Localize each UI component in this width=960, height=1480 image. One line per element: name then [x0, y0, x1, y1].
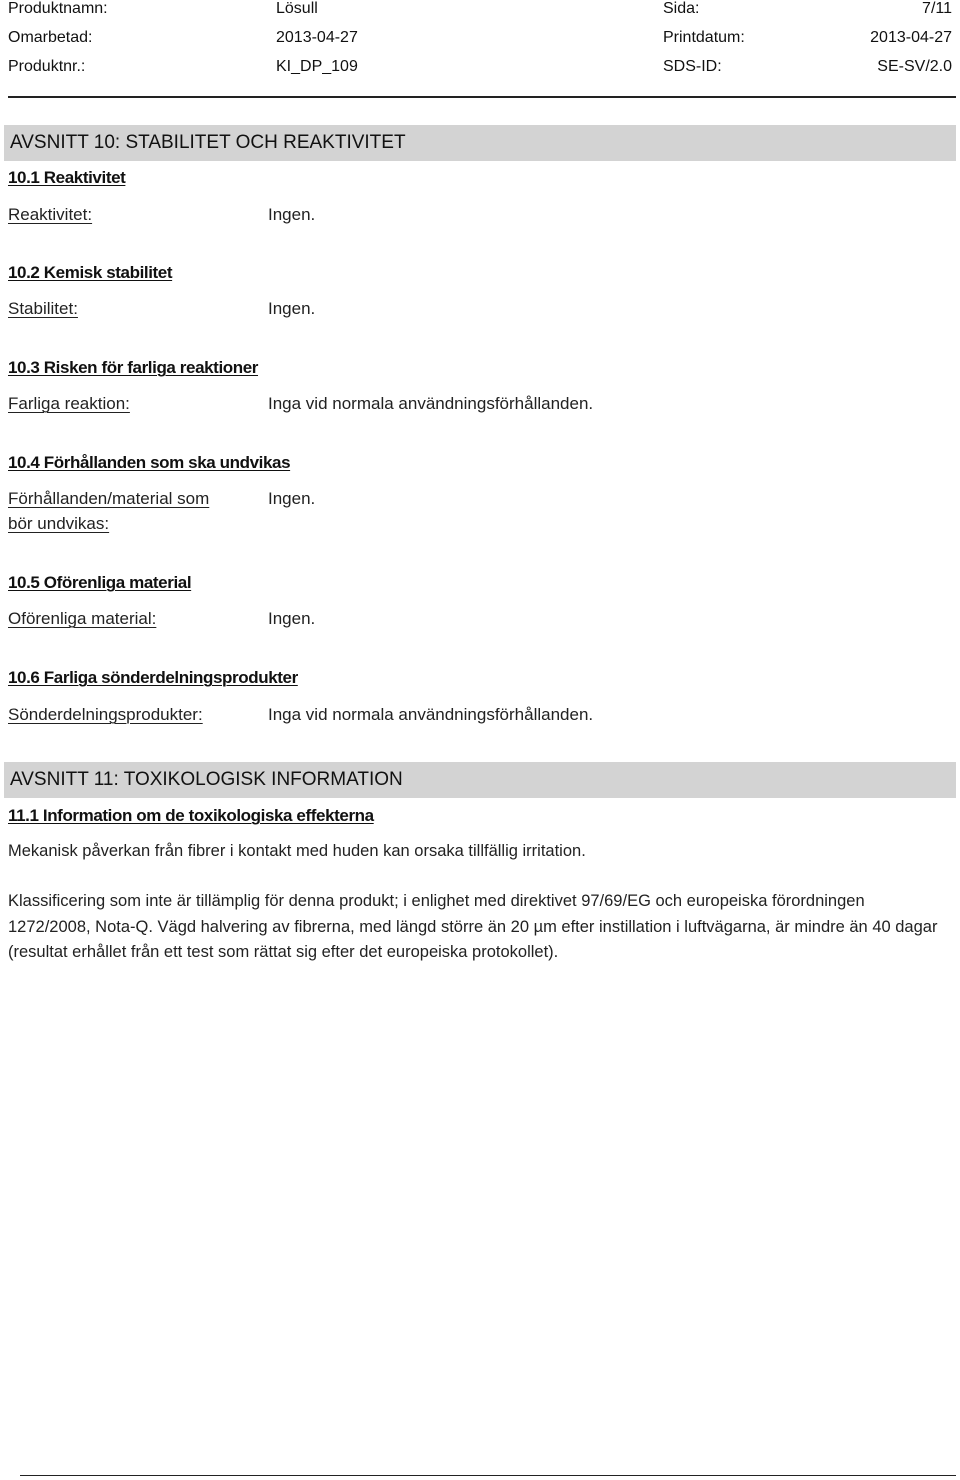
- decomposition-products-label: Sönderdelningsprodukter:: [8, 705, 203, 724]
- stability-value: Ingen.: [268, 299, 316, 318]
- conditions-to-avoid-label-line2: bör undvikas:: [8, 514, 110, 533]
- header-label: SDS-ID:: [663, 58, 722, 75]
- subsection-10-3-heading: 10.3 Risken för farliga reaktioner: [8, 358, 259, 377]
- hazardous-reaction-value: Inga vid normala användningsförhållanden.: [268, 394, 594, 413]
- header-label: Produktnr.:: [8, 58, 86, 75]
- subsection-10-4-heading: 10.4 Förhållanden som ska undvikas: [8, 453, 291, 472]
- header-label: Omarbetad:: [8, 29, 93, 46]
- footer-divider: [20, 1475, 956, 1476]
- stability-label: Stabilitet:: [8, 299, 78, 318]
- header-value: 2013-04-27: [870, 29, 952, 46]
- reactivity-value: Ingen.: [268, 205, 316, 224]
- incompatible-materials-label: Oförenliga material:: [8, 609, 157, 628]
- subsection-10-5-heading: 10.5 Oförenliga material: [8, 573, 192, 592]
- toxicology-paragraph-2: Klassificering som inte är tillämplig för denna produkt; i enlighet med direktivet 97/69/EG och europeiska förordningen 1272/2008, Nota-Q. Vägd halvering av fibrerna, med längd större än 20 µm efter instillation i luftvägarna, är mindre än 40 dagar (resultat erhållet från ett test som rättat sig efter det europeiska protokollet).: [8, 892, 938, 961]
- header-row-product-number: [8, 58, 952, 80]
- header-label: Sida:: [663, 0, 700, 17]
- header-label: Printdatum:: [663, 29, 745, 46]
- header-row-product-name: [8, 0, 952, 22]
- header-value: SE-SV/2.0: [877, 58, 952, 75]
- header-value: 7/11: [922, 0, 952, 17]
- subsection-10-2-heading: 10.2 Kemisk stabilitet: [8, 263, 173, 282]
- conditions-to-avoid-value: Ingen.: [268, 489, 316, 508]
- subsection-11-1-heading: 11.1 Information om de toxikologiska effekterna: [8, 806, 374, 825]
- header-value: KI_DP_109: [276, 58, 358, 75]
- subsection-10-1-heading: 10.1 Reaktivitet: [8, 168, 126, 187]
- header-value: 2013-04-27: [276, 29, 358, 46]
- conditions-to-avoid-label-line1: Förhållanden/material som: [8, 489, 210, 508]
- reactivity-label: Reaktivitet:: [8, 205, 93, 224]
- section-11-title: AVSNITT 11: TOXIKOLOGISK INFORMATION: [4, 762, 956, 798]
- header-value: Lösull: [276, 0, 318, 17]
- header-row-revised: [8, 29, 952, 51]
- subsection-10-6-heading: 10.6 Farliga sönderdelningsprodukter: [8, 668, 298, 687]
- section-10-title: AVSNITT 10: STABILITET OCH REAKTIVITET: [4, 125, 956, 161]
- header-label: Produktnamn:: [8, 0, 108, 17]
- header-divider: [8, 96, 956, 98]
- incompatible-materials-value: Ingen.: [268, 609, 316, 628]
- toxicology-paragraph-1: Mekanisk påverkan från fibrer i kontakt med huden kan orsaka tillfällig irritation.: [8, 842, 586, 860]
- hazardous-reaction-label: Farliga reaktion:: [8, 394, 130, 413]
- decomposition-products-value: Inga vid normala användningsförhållanden.: [268, 705, 594, 724]
